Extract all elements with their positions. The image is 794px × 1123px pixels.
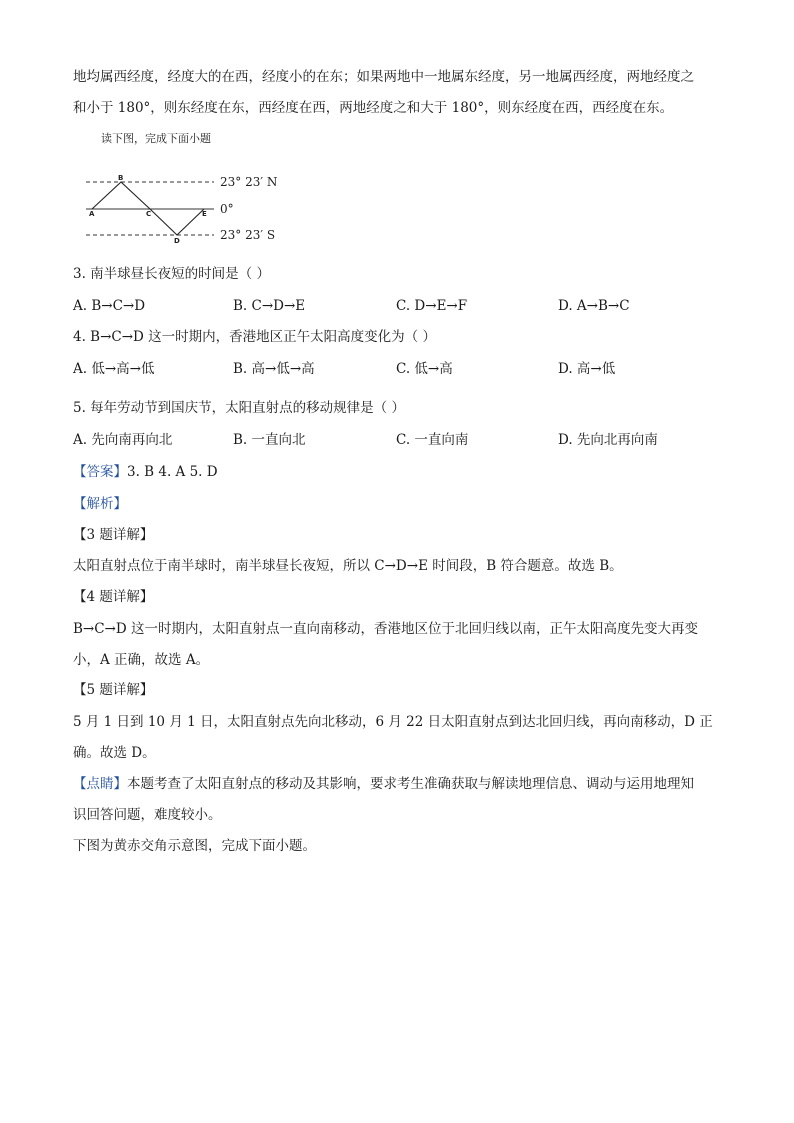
question-4-option-c: C. 低→高 — [396, 361, 453, 377]
question-4-option-b: B. 高→低→高 — [233, 361, 315, 377]
analysis-tag: 【解析】 — [73, 496, 127, 512]
figure-hint: 读下图，完成下面小题 — [101, 132, 211, 145]
question-5-option-a: A. 先向南再向北 — [73, 432, 173, 448]
question-3-option-c: C. D→E→F — [396, 298, 468, 314]
question-5-option-b: B. 一直向北 — [233, 432, 306, 448]
point-label-a: A — [89, 210, 95, 218]
question-5-option-d: D. 先向北再向南 — [558, 432, 658, 448]
comment-line-1 — [73, 774, 694, 794]
detail-5-heading: 【5 题详解】 — [73, 682, 154, 698]
question-4-option-d: D. 高→低 — [558, 361, 616, 377]
comment-text-1: 本题考查了太阳直射点的移动及其影响，要求考生准确获取与解读地理信息、调动与运用地理知 — [127, 776, 694, 792]
question-5-option-c: C. 一直向南 — [396, 432, 469, 448]
question-3-option-d: D. A→B→C — [558, 298, 630, 314]
question-3-stem: 3. 南半球昼长夜短的时间是（ ） — [73, 266, 270, 282]
detail-5-text-line-2: 确。故选 D。 — [73, 745, 156, 761]
lat-label-equator: 0° — [220, 202, 234, 216]
question-5-stem: 5. 每年劳动节到国庆节，太阳直射点的移动规律是（ ） — [73, 400, 405, 416]
answer-tag: 【答案】 — [73, 464, 127, 480]
question-3-option-a: A. B→C→D — [73, 298, 146, 314]
answer-row — [73, 462, 218, 482]
intro-line-2: 和小于 180°，则东经度在东，西经度在西，两地经度之和大于 180°，则东经度在西，西经度在东。 — [73, 100, 674, 116]
question-3-option-b: B. C→D→E — [233, 298, 306, 314]
lat-label-south: 23° 23′ S — [220, 228, 276, 242]
point-label-b: B — [118, 174, 124, 182]
question-4-stem: 4. B→C→D 这一时期内，香港地区正午太阳高度变化为（ ） — [73, 329, 436, 345]
next-prompt: 下图为黄赤交角示意图，完成下面小题。 — [73, 838, 316, 854]
point-label-e: E — [202, 210, 207, 218]
comment-line-2: 识回答问题，难度较小。 — [73, 807, 222, 823]
detail-4-text-line-1: B→C→D 这一时期内，太阳直射点一直向南移动，香港地区位于北回归线以南，正午太阳高度先变大再变 — [73, 621, 698, 637]
analysis-heading — [73, 494, 127, 514]
detail-4-heading: 【4 题详解】 — [73, 589, 154, 605]
detail-3-text: 太阳直射点位于南半球时，南半球昼长夜短，所以 C→D→E 时间段，B 符合题意。故选 B。 — [73, 558, 623, 574]
answer-text: 3. B 4. A 5. D — [127, 464, 218, 480]
point-label-c: C — [146, 210, 152, 218]
detail-5-text-line-1: 5 月 1 日到 10 月 1 日，太阳直射点先向北移动，6 月 22 日太阳直射点到达北回归线，再向南移动，D 正 — [73, 714, 713, 730]
point-label-d: D — [174, 237, 180, 245]
sun-direct-point-diagram — [80, 166, 310, 248]
detail-4-text-line-2: 小，A 正确，故选 A。 — [73, 652, 210, 668]
intro-line-1: 地均属西经度，经度大的在西，经度小的在东；如果两地中一地属东经度，另一地属西经度，两地经度之 — [73, 69, 694, 85]
question-4-option-a: A. 低→高→低 — [73, 361, 155, 377]
detail-3-heading: 【3 题详解】 — [73, 527, 154, 543]
lat-label-north: 23° 23′ N — [220, 175, 278, 189]
comment-tag: 【点睛】 — [73, 776, 127, 792]
